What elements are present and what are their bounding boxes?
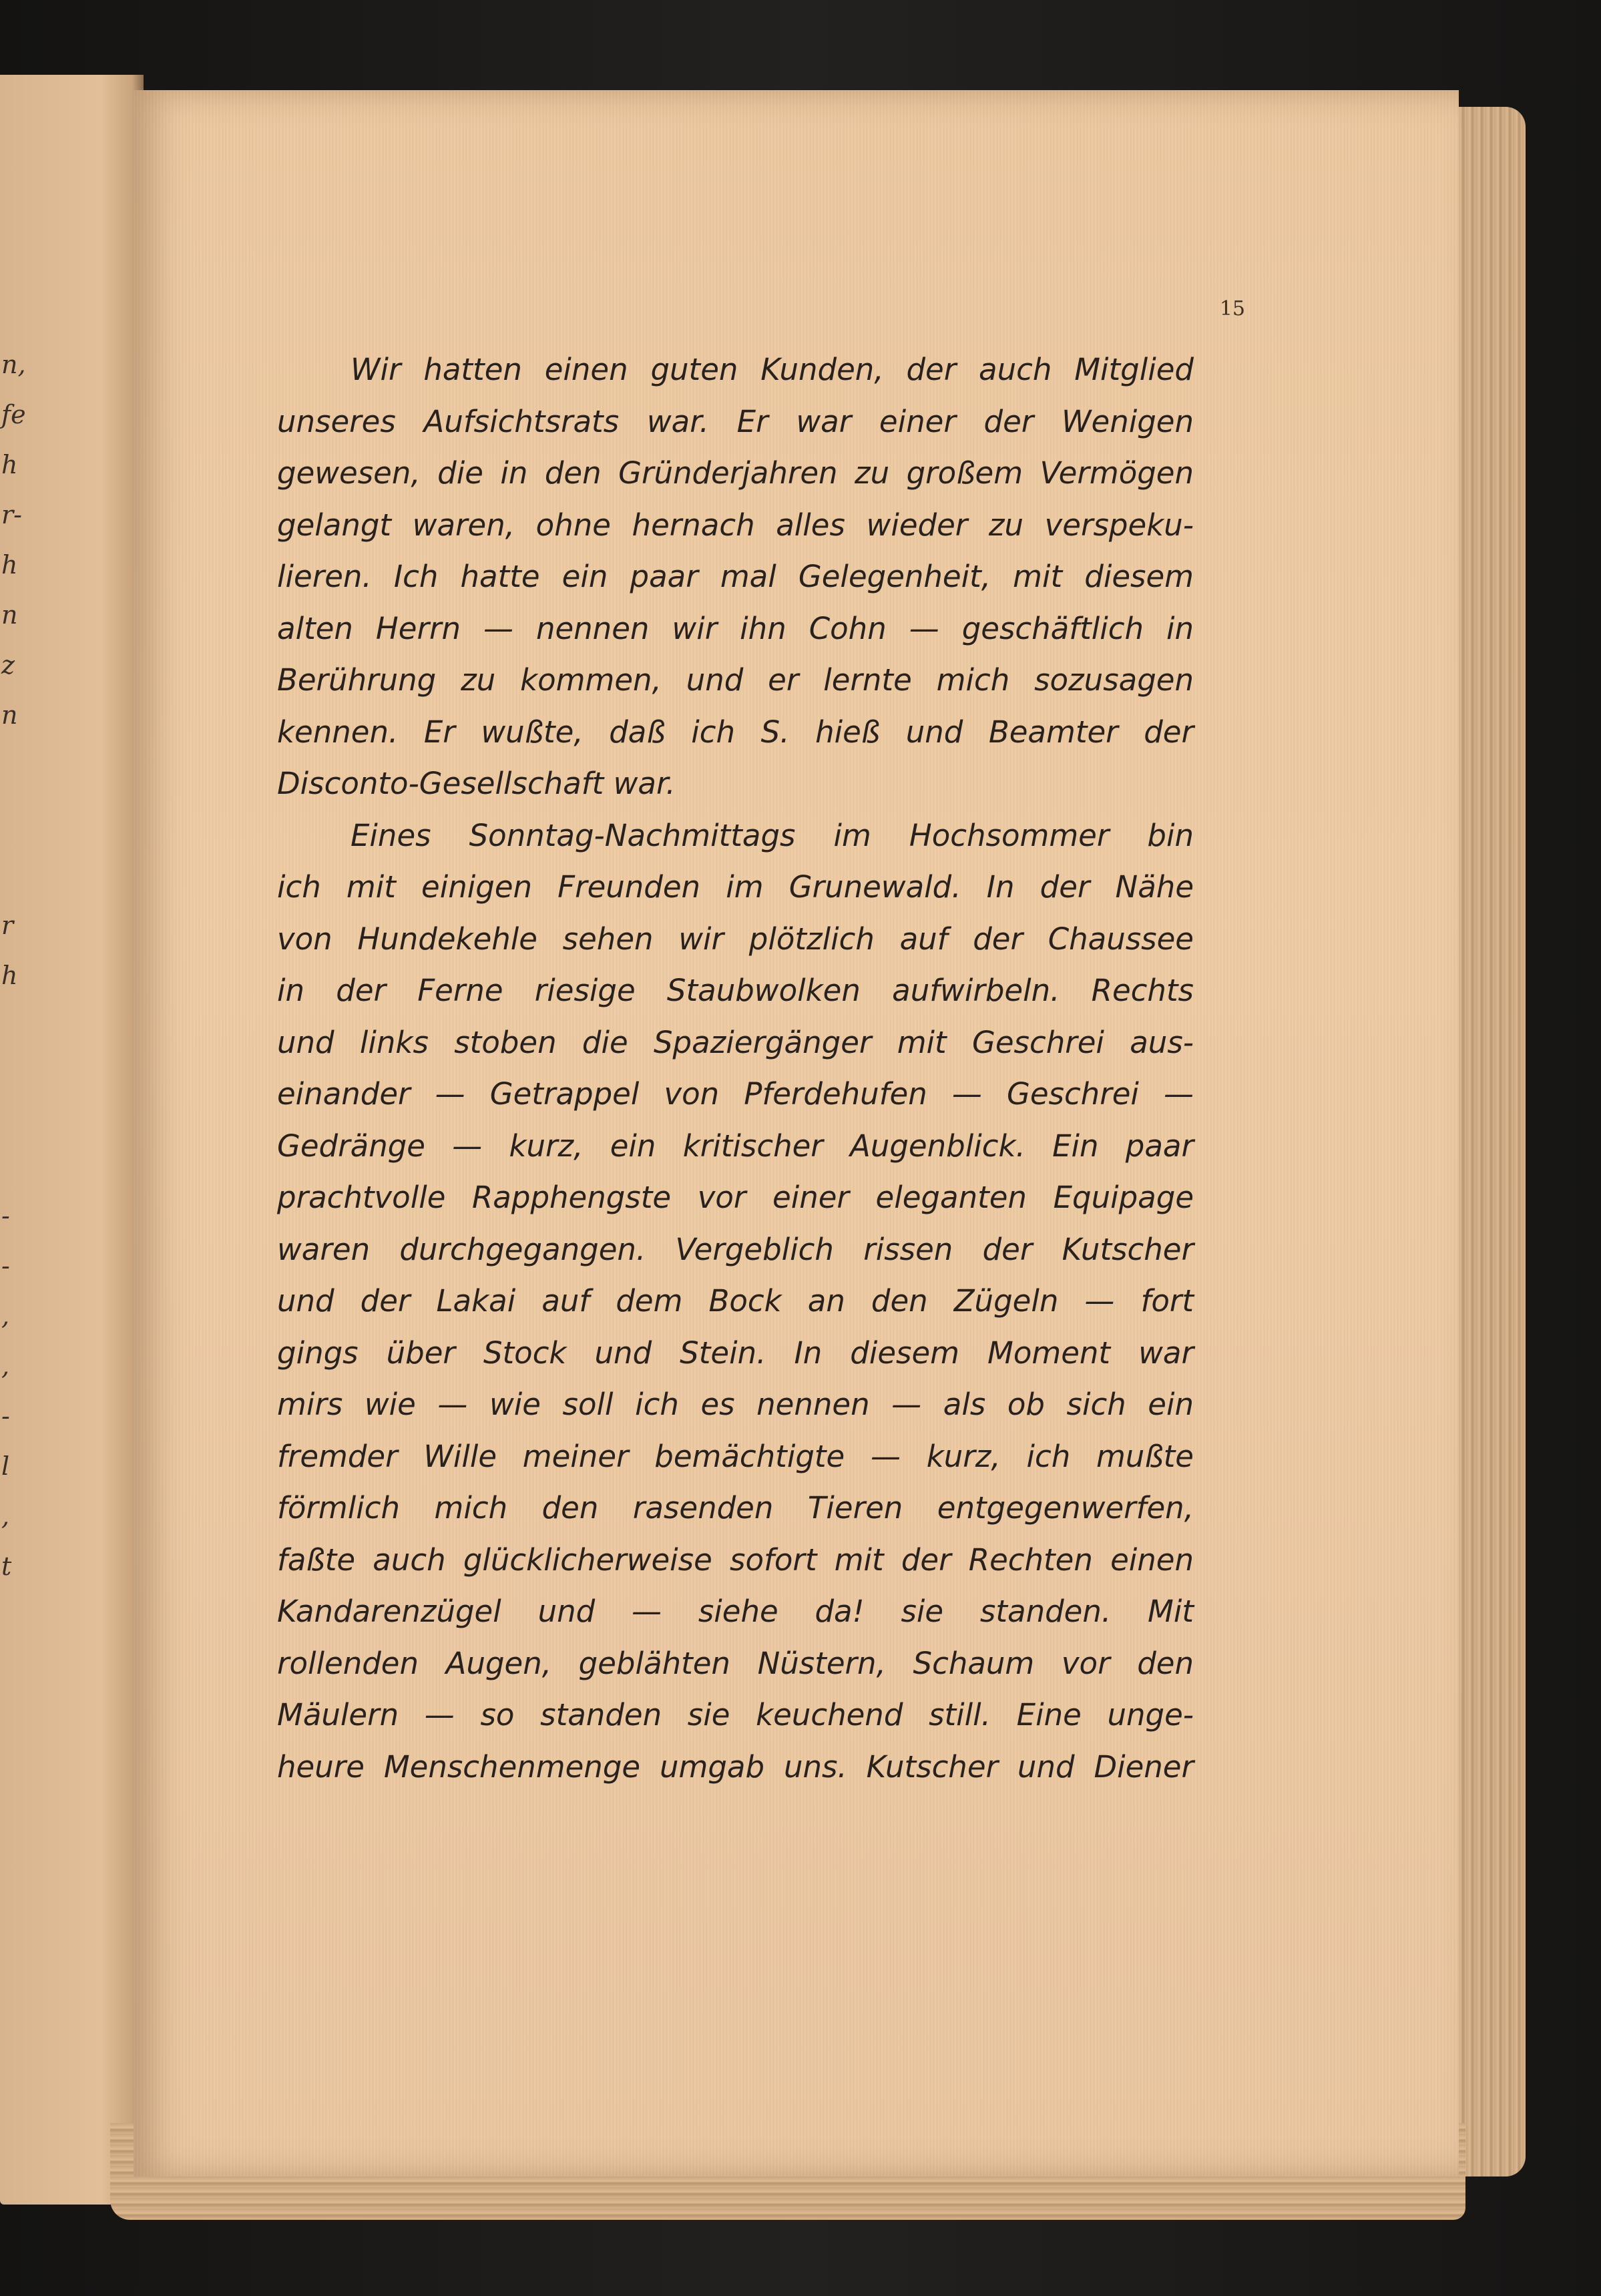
text-line: fremder Wille meiner bemächtigte — kurz, ich mußte bbox=[277, 1438, 1194, 1474]
text-line: in der Ferne riesige Staubwolken aufwirbeln. Rechts bbox=[277, 973, 1194, 1008]
text-line: faßte auch glücklicherweise sofort mit der Rechten einen bbox=[277, 1542, 1194, 1578]
text-line: ich mit einigen Freunden im Grunewald. In der Nähe bbox=[277, 869, 1194, 905]
text-line: unseres Aufsichtsrats war. Er war einer der Wenigen bbox=[277, 403, 1194, 439]
left-page-fragment: fe bbox=[1, 400, 26, 429]
text-line: prachtvolle Rapphengste vor einer eleganten Equipage bbox=[277, 1180, 1194, 1215]
left-page-fragment: n bbox=[1, 600, 18, 630]
text-line: gewesen, die in den Gründerjahren zu großem Vermögen bbox=[277, 455, 1194, 491]
left-page-fragment: , bbox=[1, 1351, 10, 1381]
left-page-fragment: l bbox=[1, 1451, 10, 1481]
left-page-fragment: , bbox=[1, 1301, 10, 1331]
text-line: von Hundekehle sehen wir plötzlich auf der Chaussee bbox=[277, 921, 1194, 957]
text-line: förmlich mich den rasenden Tieren entgegenwerfen, bbox=[277, 1490, 1194, 1526]
text-line: Berührung zu kommen, und er lernte mich sozusagen bbox=[277, 662, 1194, 698]
left-page-fragment: h bbox=[1, 450, 18, 479]
text-line: waren durchgegangen. Vergeblich rissen der Kutscher bbox=[277, 1231, 1194, 1267]
left-page-fragment: , bbox=[1, 1502, 10, 1531]
text-line: Kandarenzügel und — siehe da! sie standen. Mit bbox=[277, 1594, 1194, 1629]
text-line: heure Menschenmenge umgab uns. Kutscher und Diener bbox=[277, 1749, 1194, 1785]
text-line: gings über Stock und Stein. In diesem Moment war bbox=[277, 1335, 1194, 1371]
left-page-fragment: t bbox=[1, 1552, 12, 1581]
text-line: rollenden Augen, geblähten Nüstern, Schaum vor den bbox=[277, 1645, 1194, 1681]
left-page-fragment: n bbox=[1, 700, 18, 730]
text-line: alten Herrn — nennen wir ihn Cohn — geschäftlich in bbox=[277, 610, 1194, 646]
text-line: Wir hatten einen guten Kunden, der auch Mitglied bbox=[351, 352, 1194, 387]
text-line: Mäulern — so standen sie keuchend still. Eine unge- bbox=[277, 1697, 1194, 1733]
previous-page-edge bbox=[0, 75, 144, 2205]
left-page-fragment: h bbox=[1, 550, 18, 580]
left-page-fragment: - bbox=[1, 1251, 10, 1281]
left-page-fragment: z bbox=[1, 650, 15, 680]
book-page bbox=[134, 90, 1459, 2176]
left-page-fragment: r bbox=[1, 911, 14, 940]
text-line: Eines Sonntag-Nachmittags im Hochsommer bin bbox=[351, 817, 1194, 853]
text-line: und der Lakai auf dem Bock an den Zügeln — fort bbox=[277, 1283, 1194, 1319]
page-number: 15 bbox=[1219, 297, 1245, 320]
text-line: kennen. Er wußte, daß ich S. hieß und Beamter der bbox=[277, 714, 1194, 750]
text-line: lieren. Ich hatte ein paar mal Gelegenheit, mit diesem bbox=[277, 559, 1194, 594]
left-page-fragment: r- bbox=[1, 500, 23, 529]
text-line: Gedränge — kurz, ein kritischer Augenblick. Ein paar bbox=[277, 1128, 1194, 1164]
text-line: Disconto-Gesellschaft war. bbox=[277, 766, 676, 801]
text-line: und links stoben die Spaziergänger mit Geschrei aus- bbox=[277, 1024, 1194, 1060]
left-page-fragment: - bbox=[1, 1401, 10, 1431]
text-line: gelangt waren, ohne hernach alles wieder zu verspeku- bbox=[277, 507, 1194, 543]
left-page-fragment: n, bbox=[1, 350, 26, 379]
body-text bbox=[277, 344, 1194, 1793]
left-page-fragment: - bbox=[1, 1201, 10, 1230]
text-line: einander — Getrappel von Pferdehufen — Geschrei — bbox=[277, 1076, 1194, 1112]
text-line: mirs wie — wie soll ich es nennen — als ob sich ein bbox=[277, 1387, 1194, 1422]
left-page-fragment: h bbox=[1, 961, 18, 990]
